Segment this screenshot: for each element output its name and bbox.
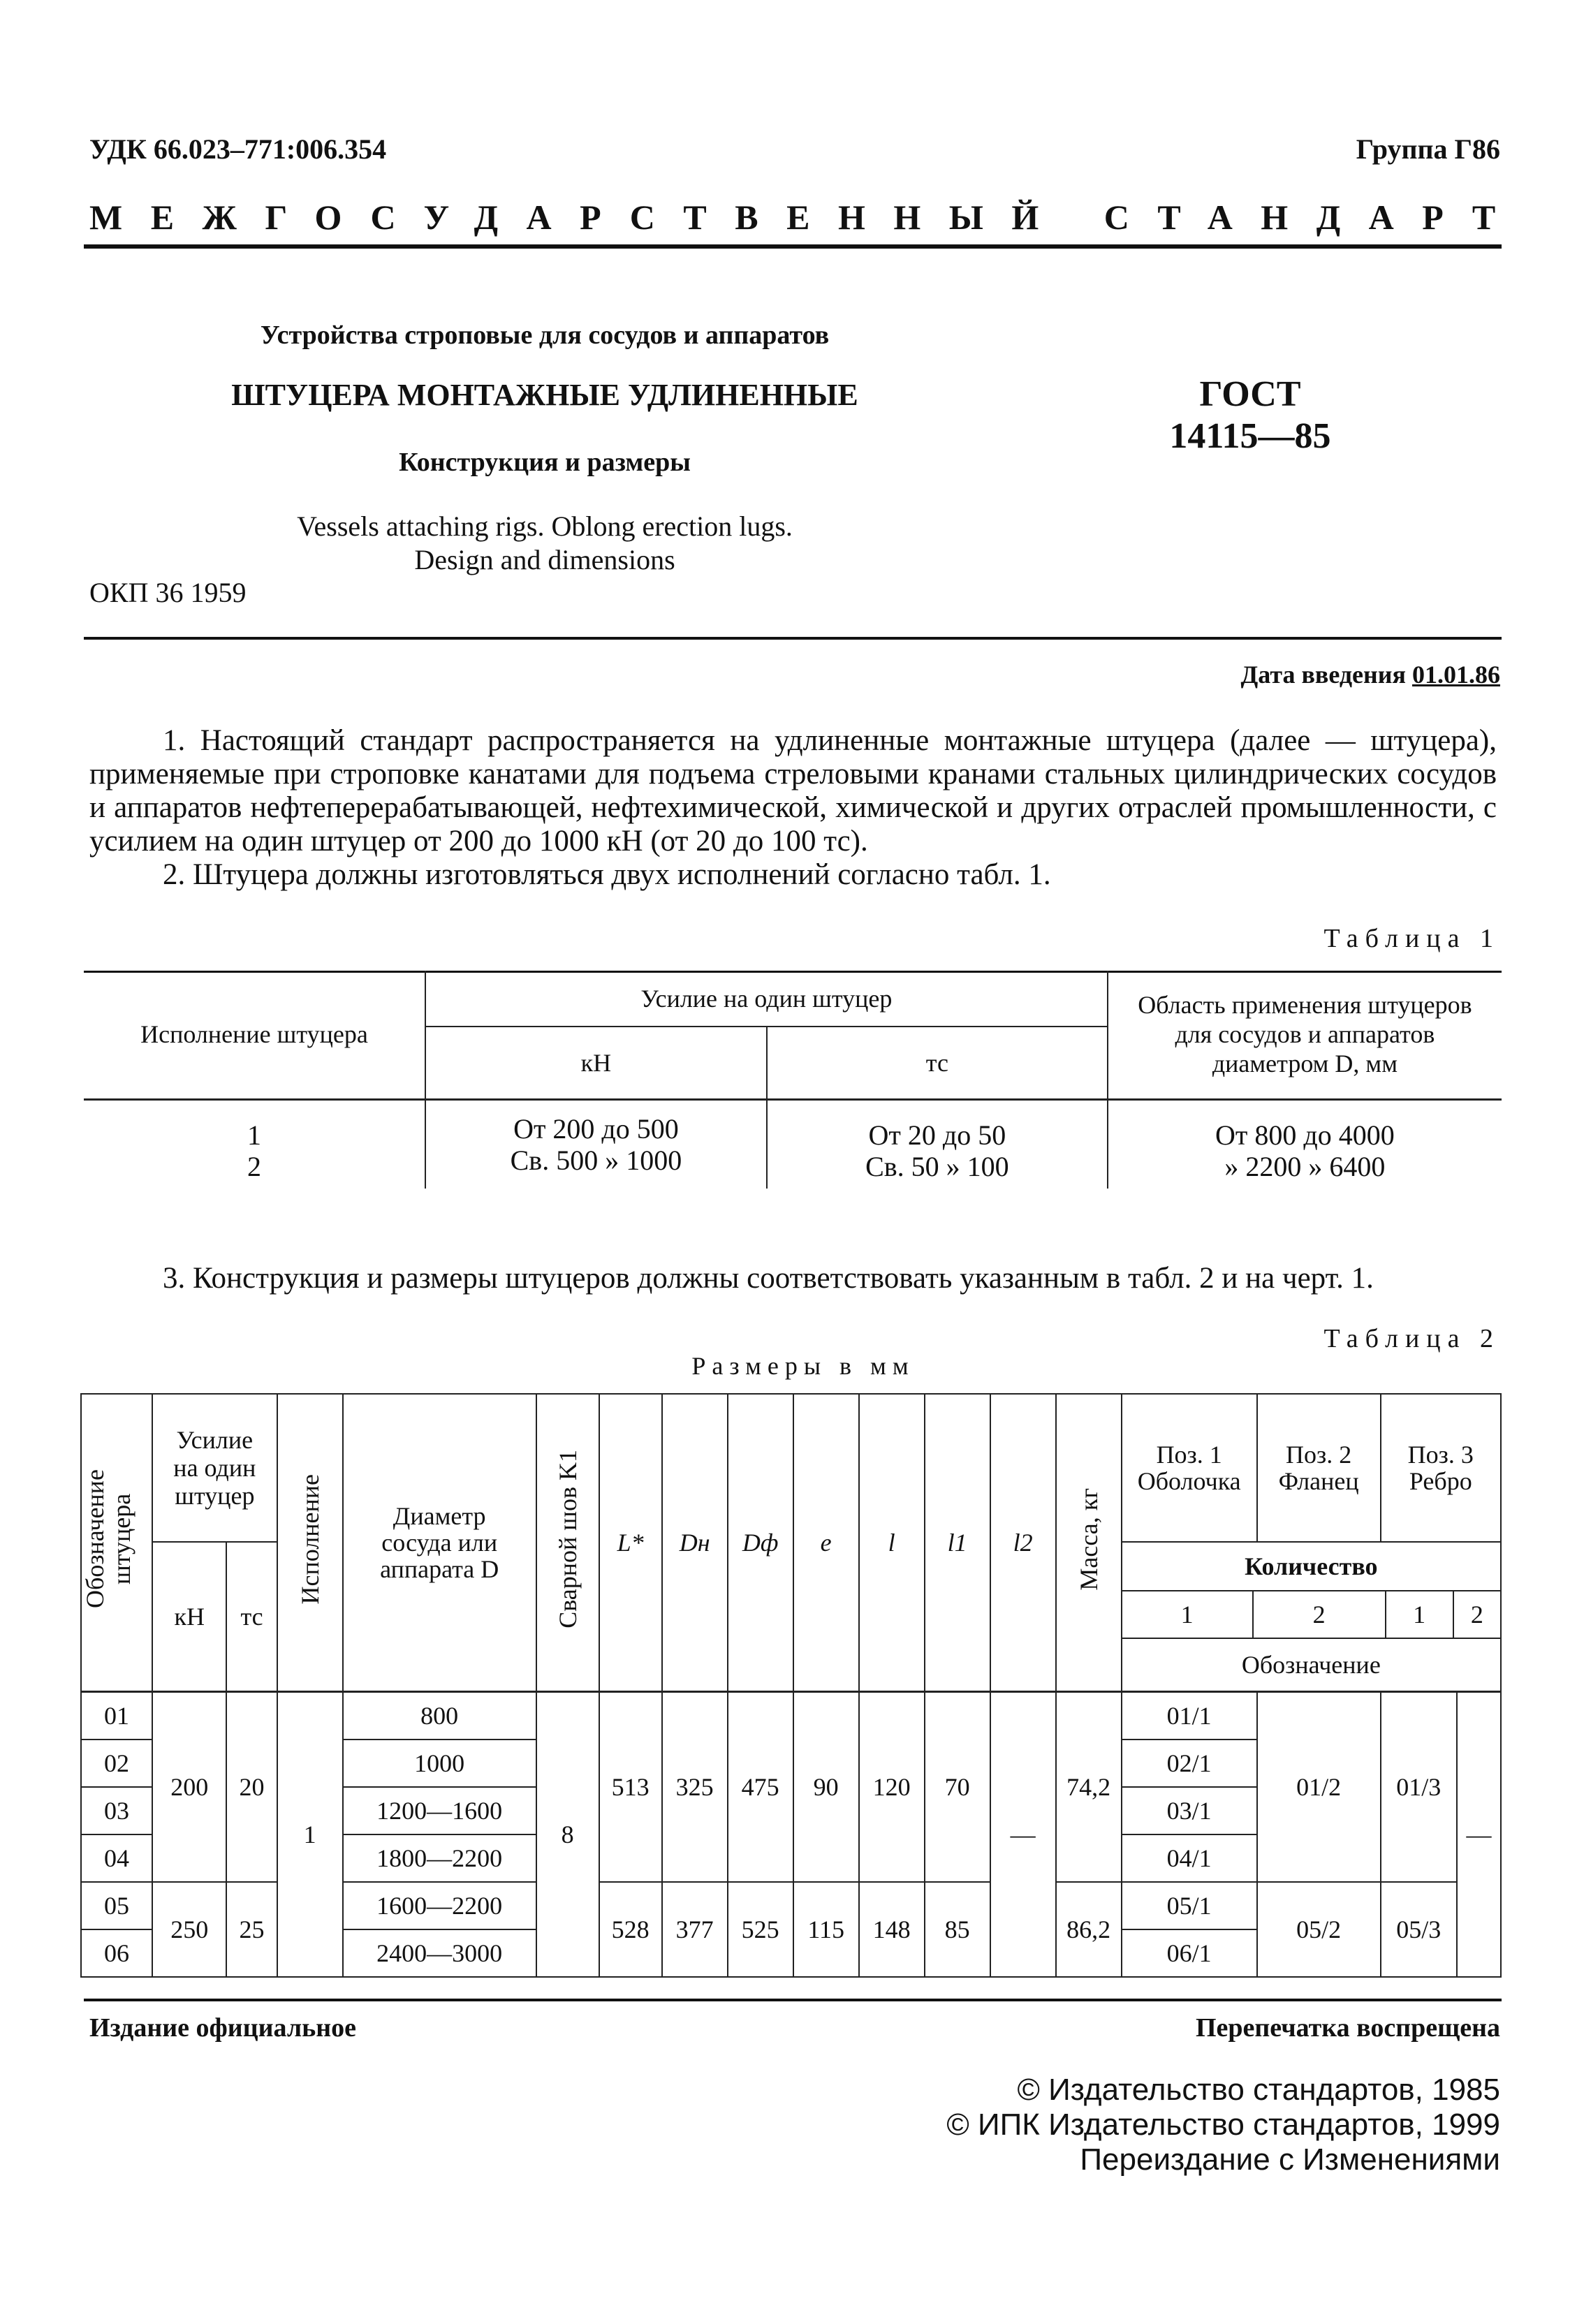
- t2-L-b: 528: [599, 1882, 662, 1977]
- t2-d: 1200—1600: [343, 1787, 536, 1834]
- t1-header-ts: тс: [925, 1048, 948, 1077]
- paragraph-1: 1. Настоящий стандарт распространяется на удлиненные монтажные штуцера (далее — штуцера), применяемые при строповке канатами для подъема стреловыми кранами стальных цилиндрических сосудов и аппаратов нефтеперерабатывающей, нефтехимической, химической и других отраслей промышленности, с усилием на один штуцер от 200 до 1000 кН (от 20 до 100 тс).: [89, 724, 1497, 858]
- table-row: [81, 1691, 1501, 1740]
- t2-h-qty-cols: [1122, 1590, 1500, 1639]
- t2-Df-a: 475: [728, 1691, 793, 1882]
- t2-h-L: L*: [599, 1394, 662, 1691]
- t2-h-q4: 2: [1470, 1601, 1483, 1628]
- t2-d: 2400—3000: [343, 1929, 536, 1977]
- t2-pos3-b: 05/3: [1381, 1882, 1457, 1977]
- t1-header-kn: кН: [425, 1027, 767, 1099]
- t2-h-weld-text: Сварной шов K1: [553, 1450, 582, 1629]
- intro-date: [1241, 660, 1501, 689]
- t2-d: 1800—2200: [343, 1834, 536, 1882]
- t2-h-diameter: Диаметр сосуда или аппарата D: [343, 1394, 536, 1691]
- intro-date-label: Дата введения: [1240, 661, 1406, 689]
- t2-h-l1: l1: [925, 1394, 990, 1691]
- t2-Dn-a: 325: [662, 1691, 728, 1882]
- table2-units: Размеры в мм: [691, 1352, 915, 1380]
- t2-h-l2: l2: [990, 1394, 1056, 1691]
- t2-h-ispoln-text: Исполнение: [295, 1474, 324, 1605]
- t2-h-kn: кН: [152, 1542, 226, 1691]
- t2-l1-b: 85: [925, 1882, 990, 1977]
- t2-l1-a: 70: [925, 1691, 990, 1882]
- t2-h-pos2: Поз. 2 Фланец: [1257, 1394, 1381, 1542]
- title-main: ШТУЦЕРА МОНТАЖНЫЕ УДЛИНЕННЫЕ: [231, 378, 858, 412]
- t2-pos3-a: 01/3: [1381, 1691, 1457, 1882]
- title-english-2: Design and dimensions: [414, 544, 675, 575]
- footer-rule: [84, 1999, 1502, 2001]
- t2-des: 05: [81, 1882, 152, 1929]
- t1-row2-ts: Св. 50 » 100: [865, 1150, 1009, 1182]
- t2-l-b: 148: [859, 1882, 925, 1977]
- t2-pos1: 02/1: [1122, 1740, 1257, 1787]
- t2-h-Dn: Dн: [662, 1394, 728, 1691]
- footer-reprint: Перепечатка воспрещена: [1195, 2013, 1500, 2043]
- t2-mass-a: 74,2: [1056, 1691, 1122, 1882]
- paragraph-2: 2. Штуцера должны изготовляться двух исполнений согласно табл. 1.: [163, 858, 1051, 891]
- t2-h-pos1: Поз. 1 Оболочка: [1122, 1394, 1257, 1542]
- t2-des: 01: [81, 1691, 152, 1740]
- banner-rule: [84, 244, 1502, 249]
- t2-h-q1: 1: [1122, 1591, 1254, 1638]
- gost-number: 14115—85: [1169, 416, 1331, 456]
- footer-reissue: Переиздание с Изменениями: [1080, 2142, 1500, 2177]
- footer-copyright-1: © Издательство стандартов, 1985: [1017, 2073, 1500, 2107]
- t2-h-pos3: Поз. 3 Ребро: [1381, 1394, 1501, 1542]
- t2-Dn-b: 377: [662, 1882, 728, 1977]
- t2-pos1: 03/1: [1122, 1787, 1257, 1834]
- t1-row2-ispoln: 2: [247, 1150, 261, 1182]
- t1-header-ispoln: Исполнение штуцера: [84, 971, 425, 1099]
- t2-h-Df: Dф: [728, 1394, 793, 1691]
- title-rule: [84, 637, 1502, 640]
- standard-banner: МЕЖГОСУДАРСТВЕННЫЙ СТАНДАРТ: [89, 198, 1524, 237]
- table-1: [84, 971, 1502, 1189]
- t2-ts-a: 20: [226, 1691, 277, 1882]
- table-2: [80, 1393, 1502, 1978]
- t1-row2-kn: Св. 500 » 1000: [510, 1144, 682, 1176]
- t2-h-weld: [536, 1394, 599, 1691]
- t2-Df-b: 525: [728, 1882, 793, 1977]
- t2-h-designation: [81, 1394, 152, 1691]
- t1-area: [1108, 1099, 1502, 1189]
- t2-l-a: 120: [859, 1691, 925, 1882]
- gost-label: ГОСТ: [1199, 374, 1301, 414]
- t2-h-mass-text: Масса, кг: [1074, 1487, 1103, 1591]
- t2-h-qty-label: Количество: [1245, 1552, 1378, 1580]
- t2-kn-b: 250: [152, 1882, 226, 1977]
- group-code: Группа Г86: [1356, 133, 1500, 165]
- t2-des: 06: [81, 1929, 152, 1977]
- t2-d: 800: [343, 1691, 536, 1740]
- t2-e-a: 90: [793, 1691, 859, 1882]
- t2-des: 03: [81, 1787, 152, 1834]
- t1-row1-kn: От 200 до 500: [513, 1112, 679, 1145]
- t2-h-l: l: [859, 1394, 925, 1691]
- title-sub2: Конструкция и размеры: [399, 448, 691, 477]
- t2-h-ispoln: [277, 1394, 343, 1691]
- t2-e-b: 115: [793, 1882, 859, 1977]
- t2-ispoln: 1: [277, 1691, 343, 1977]
- t2-pos2-b: 05/2: [1257, 1882, 1381, 1977]
- t2-d: 1000: [343, 1740, 536, 1787]
- t2-h-oboz: Обозначение: [1241, 1651, 1381, 1679]
- footer-official: Издание официальное: [89, 2013, 357, 2043]
- t1-header-area: Область применения штуцеров для сосудов и аппаратов диаметром D, мм: [1108, 971, 1502, 1099]
- t2-h-mass: [1056, 1394, 1122, 1691]
- paragraph-3: 3. Конструкция и размеры штуцеров должны соответствовать указанным в табл. 2 и на черт. 1.: [163, 1262, 1374, 1295]
- t2-kn-a: 200: [152, 1691, 226, 1882]
- t2-des: 02: [81, 1740, 152, 1787]
- t2-h-designation-text: Обозначение штуцера: [81, 1469, 135, 1609]
- t2-pos1: 05/1: [1122, 1882, 1257, 1929]
- t2-pos1: 01/1: [1122, 1691, 1257, 1740]
- footer-copyright-2: © ИПК Издательство стандартов, 1999: [946, 2108, 1500, 2142]
- t2-l2: —: [990, 1691, 1056, 1977]
- t1-row1-ts: От 20 до 50: [868, 1119, 1006, 1151]
- t2-d: 1600—2200: [343, 1882, 536, 1929]
- t1-header-force: Усилие на один штуцер: [425, 971, 1108, 1027]
- t2-pos1: 04/1: [1122, 1834, 1257, 1882]
- t2-mass-b: 86,2: [1056, 1882, 1122, 1977]
- title-subtitle: Устройства строповые для сосудов и аппаратов: [260, 321, 830, 350]
- t2-h-q3: 1: [1386, 1591, 1454, 1638]
- t2-pos3-dash: —: [1457, 1691, 1501, 1977]
- udk-code: УДК 66.023–771:006.354: [89, 133, 387, 165]
- t2-h-force: Усилие на один штуцер: [152, 1394, 277, 1542]
- t2-h-qty: [1122, 1542, 1501, 1691]
- t1-ispoln: [84, 1099, 425, 1189]
- title-english-1: Vessels attaching rigs. Oblong erection lugs.: [297, 510, 793, 542]
- t1-kn: [425, 1099, 767, 1189]
- t2-pos1: 06/1: [1122, 1929, 1257, 1977]
- table1-caption: Таблица 1: [1323, 924, 1500, 953]
- t2-des: 04: [81, 1834, 152, 1882]
- intro-date-value: 01.01.86: [1412, 661, 1500, 689]
- okp-code: ОКП 36 1959: [89, 577, 247, 608]
- t1-row1-area: От 800 до 4000: [1215, 1119, 1395, 1151]
- t2-h-ts: тс: [226, 1542, 277, 1691]
- t2-weld: 8: [536, 1691, 599, 1977]
- t1-row2-area: » 2200 » 6400: [1224, 1150, 1386, 1182]
- t2-pos2-a: 01/2: [1257, 1691, 1381, 1882]
- t2-h-e: e: [793, 1394, 859, 1691]
- t2-ts-b: 25: [226, 1882, 277, 1977]
- t2-h-q2: 2: [1254, 1591, 1386, 1638]
- t2-L-a: 513: [599, 1691, 662, 1882]
- table2-caption: Таблица 2: [1323, 1324, 1500, 1353]
- t1-ts: [767, 1099, 1108, 1189]
- t1-row1-ispoln: 1: [247, 1119, 261, 1151]
